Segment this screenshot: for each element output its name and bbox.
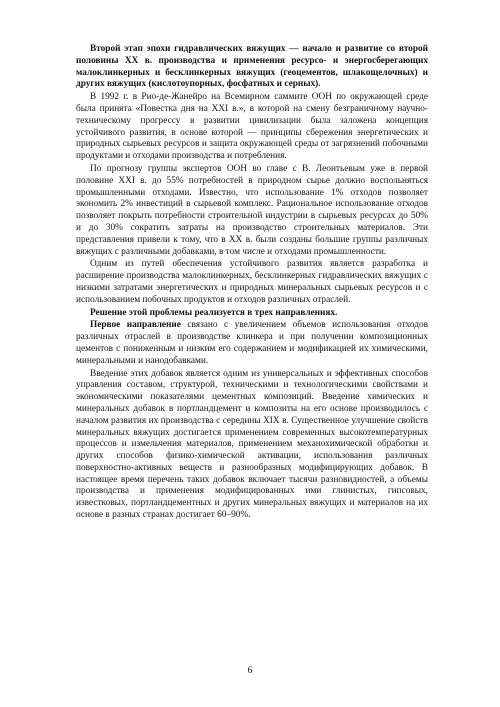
paragraph-solution-heading: Решение этой проблемы реализуется в трех направлениях.: [90, 307, 338, 318]
first-direction-text: связано с увеличением объемов использования отходов различных отраслей в производстве клинкера и при получении композиционных цементов с пониженным и низким его содержанием и модификацией их химическими, минеральными и нанодобавками.: [76, 320, 428, 366]
paragraph-additives: Введение этих добавок является одним из универсальных и эффективных способов управления составом, структурой, техническими и технологическими свойствами и экономическими показателями цементных композиций. Введение химических и минеральных добавок в портландцемент и композиты на его основе производилось с началом развития их производства с середины XIX в. Существенное улучшение свойств минеральных вяжущих достигается применением современных высокотемпературных процессов и измельчения материалов, применением механохимической обработки и других способов физико-химической активации, использования различных поверхностно-активных веществ и разнообразных модифицирующих добавок. В настоящее время перечень таких добавок включает тысячи разновидностей, а объемы производства и применения модифицированных ими глинистых, гипсовых, известковых, портландцементных и других минеральных вяжущих и материалов на их основе в разных странах достигает 60–90%.: [76, 368, 428, 521]
paragraph-sustainable-development: Одним из путей обеспечения устойчивого развития является разработка и расширение производства малоклинкерных, бесклинкерных гидравлических вяжущих с низкими затратами энергетических и природных минеральных сырьевых ресурсов и с использованием побочных продуктов и отходов различных отраслей.: [76, 259, 428, 305]
paragraph-intro: Второй этап эпохи гидравлических вяжущих — начало и развитие со второй половины XX в. производства и применения ресурсо- и энергосберегающих малоклинкерных и бесклинкерных вяжущих (геоцементов, шлакощелочных) и других вяжущих (кислотоупорных, фосфатных и серных).: [76, 44, 428, 90]
paragraph-first-direction: [76, 320, 428, 367]
page-number: 6: [247, 666, 253, 676]
first-direction-lead: Первое направление: [90, 320, 181, 331]
paragraph-rio-summit: В 1992 г. в Рио-де-Жанейро на Всемирном саммите ООН по окружающей среде была принята «Повестка дня на XXI в.», в которой на смену безграничному научно-техническому прогрессу в развитии цивилизации была заложена концепция устойчивого развития, в основе которой — принципы сбережения энергетических и природных сырьевых ресурсов и защита окружающей среды от загрязнений побочными продуктами и отходами производства и потребления.: [76, 92, 428, 162]
paragraph-un-forecast: По прогнозу группы экспертов ООН во главе с В. Леонтьевым уже в первой половине XXI в. до 55% потребностей в природном сырье должно воспольняться промышленными отходами. Известно, что использование 1% отходов позволяет экономить 2% инвестиций в сырьевой комплекс. Рациональное использование отходов позволяет покрыть потребности строительной индустрии в сырьевых ресурсах до 50% и до 30% сократить затраты на производство строительных материалов. Эти представления привели к тому, что в XX в. были созданы большие группы различных вяжущих с различными добавками, в том числе и отходами промышленности.: [76, 163, 428, 257]
body-text: [76, 44, 428, 522]
